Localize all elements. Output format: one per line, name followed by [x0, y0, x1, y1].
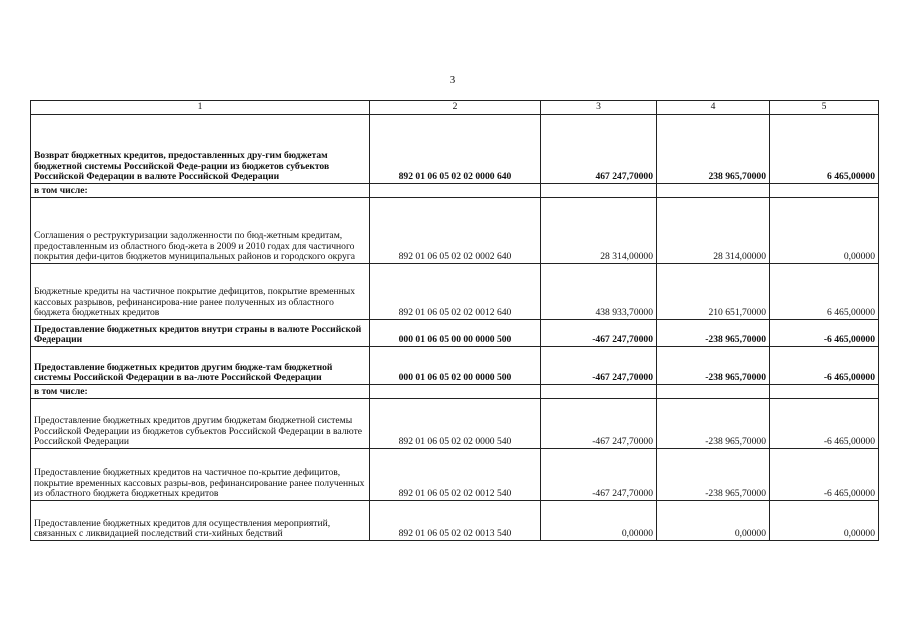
- value-col-3: 438 933,70000: [541, 264, 657, 320]
- budget-code: 892 01 06 05 02 02 0000 540: [370, 399, 541, 449]
- budget-code: 892 01 06 05 02 02 0012 640: [370, 264, 541, 320]
- row-name: Предоставление бюджетных кредитов другим бюдже-там бюджетной системы Российской Федерации в ва-люте Российской Федерации: [31, 347, 370, 385]
- column-header: 5: [770, 101, 879, 115]
- table-row: [31, 385, 879, 399]
- value-col-3: 0,00000: [541, 501, 657, 541]
- value-col-5: -6 465,00000: [770, 399, 879, 449]
- value-col-5: 6 465,00000: [770, 115, 879, 184]
- budget-code: 892 01 06 05 02 02 0002 640: [370, 198, 541, 264]
- row-name: в том числе:: [31, 184, 370, 198]
- row-name: Предоставление бюджетных кредитов другим бюджетам бюджетной системы Российской Федерации из бюджетов субъектов Российской Федерации в валюте Российской Федерации: [31, 399, 370, 449]
- value-col-5: 0,00000: [770, 501, 879, 541]
- table-row: [31, 347, 879, 385]
- budget-table: [30, 100, 879, 541]
- value-col-3: -467 247,70000: [541, 320, 657, 347]
- value-col-4: -238 965,70000: [657, 320, 770, 347]
- row-name: Соглашения о реструктуризации задолженности по бюд-жетным кредитам, предоставленным из областного бюд-жета в 2009 и 2010 годах для частичного покрытия дефи-цитов бюджетов муниципальных районов и городского округа: [31, 198, 370, 264]
- value-col-3: -467 247,70000: [541, 449, 657, 501]
- budget-code: 000 01 06 05 02 00 0000 500: [370, 347, 541, 385]
- value-col-3: -467 247,70000: [541, 399, 657, 449]
- column-header: 2: [370, 101, 541, 115]
- value-col-4: -238 965,70000: [657, 449, 770, 501]
- value-col-5: -6 465,00000: [770, 320, 879, 347]
- value-col-4: [657, 184, 770, 198]
- table-row: [31, 449, 879, 501]
- row-name: в том числе:: [31, 385, 370, 399]
- value-col-4: -238 965,70000: [657, 399, 770, 449]
- row-name: Возврат бюджетных кредитов, предоставленных дру-гим бюджетам бюджетной системы Российской Феде-рации из бюджетов субъектов Российской Федерации в валюте Российской Федерации: [31, 115, 370, 184]
- value-col-4: [657, 385, 770, 399]
- table-row: [31, 184, 879, 198]
- value-col-4: -238 965,70000: [657, 347, 770, 385]
- budget-code: 892 01 06 05 02 02 0013 540: [370, 501, 541, 541]
- table-row: [31, 501, 879, 541]
- value-col-3: -467 247,70000: [541, 347, 657, 385]
- budget-code: [370, 184, 541, 198]
- value-col-4: 210 651,70000: [657, 264, 770, 320]
- budget-code: [370, 385, 541, 399]
- value-col-4: 238 965,70000: [657, 115, 770, 184]
- column-header: 3: [541, 101, 657, 115]
- table-row: [31, 198, 879, 264]
- row-name: Предоставление бюджетных кредитов внутри страны в валюте Российской Федерации: [31, 320, 370, 347]
- column-header: 4: [657, 101, 770, 115]
- row-name: Бюджетные кредиты на частичное покрытие дефицитов, покрытие временных кассовых разрывов, рефинансирова-ние ранее полученных из областного бюджета бюджетных кредитов: [31, 264, 370, 320]
- table-row: [31, 399, 879, 449]
- column-header: 1: [31, 101, 370, 115]
- budget-code: 000 01 06 05 00 00 0000 500: [370, 320, 541, 347]
- value-col-5: -6 465,00000: [770, 449, 879, 501]
- budget-code: 892 01 06 05 02 02 0012 540: [370, 449, 541, 501]
- table-row: [31, 320, 879, 347]
- value-col-3: [541, 184, 657, 198]
- value-col-5: -6 465,00000: [770, 347, 879, 385]
- row-name: Предоставление бюджетных кредитов для осуществления мероприятий, связанных с ликвидацией последствий сти-хийных бедствий: [31, 501, 370, 541]
- page-number: 3: [449, 74, 456, 86]
- value-col-3: 28 314,00000: [541, 198, 657, 264]
- budget-code: 892 01 06 05 02 02 0000 640: [370, 115, 541, 184]
- value-col-4: 28 314,00000: [657, 198, 770, 264]
- table-row: [31, 115, 879, 184]
- value-col-5: [770, 184, 879, 198]
- value-col-5: 0,00000: [770, 198, 879, 264]
- row-name: Предоставление бюджетных кредитов на частичное по-крытие дефицитов, покрытие временных кассовых разры-вов, рефинансирование ранее полученных из областного бюджета бюджетных кредитов: [31, 449, 370, 501]
- value-col-5: [770, 385, 879, 399]
- table-header-row: [31, 101, 879, 115]
- value-col-3: 467 247,70000: [541, 115, 657, 184]
- table-row: [31, 264, 879, 320]
- value-col-4: 0,00000: [657, 501, 770, 541]
- value-col-3: [541, 385, 657, 399]
- value-col-5: 6 465,00000: [770, 264, 879, 320]
